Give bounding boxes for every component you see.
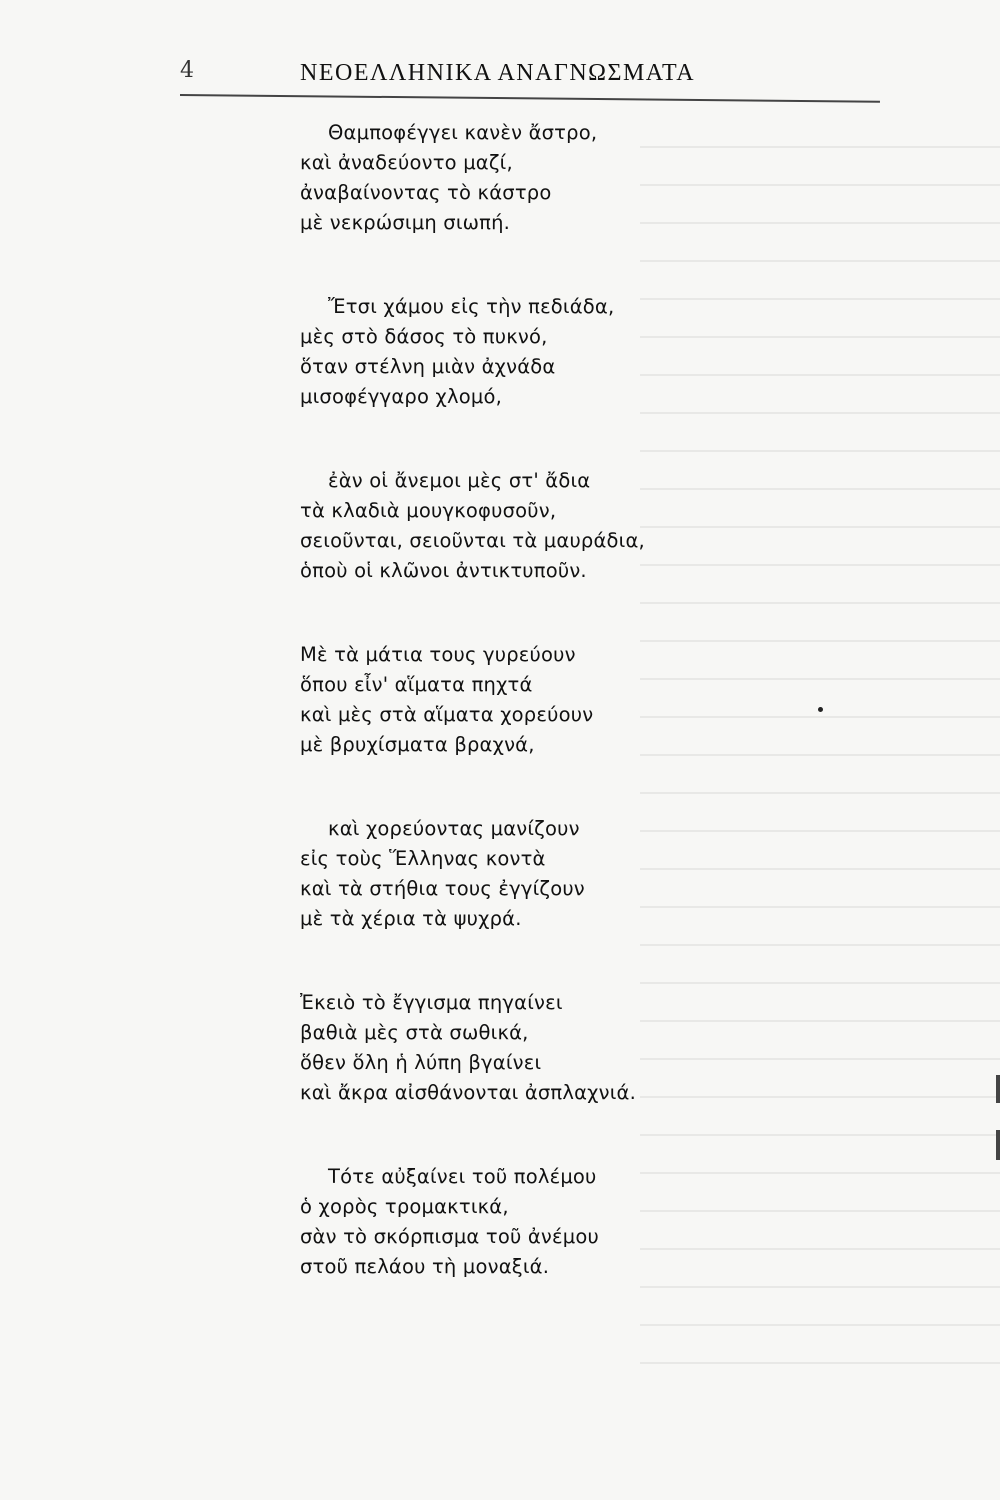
page-number: 4 <box>180 58 194 83</box>
poem-line: ἀναβαίνοντας τὸ κάστρο <box>300 181 552 204</box>
poem-line: ὅπου εἶν' αἵματα πηχτά <box>300 673 533 696</box>
stanza <box>300 640 720 760</box>
stanza <box>300 988 720 1108</box>
poem-line: Ἔτσι χάμου εἰς τὴν πεδιάδα, <box>328 295 615 318</box>
poem-line: καὶ ἄκρα αἰσθάνονται ἀσπλαχνιά. <box>300 1081 636 1104</box>
stanza <box>300 466 720 586</box>
poem-line: ἐὰν οἱ ἄνεμοι μὲς στ' ἄδια <box>328 469 591 492</box>
poem-line: ὅθεν ὅλη ἡ λύπη βγαίνει <box>300 1051 542 1074</box>
poem-line: μισοφέγγαρο χλομό, <box>300 385 503 408</box>
header-rule <box>180 94 880 103</box>
poem-line: καὶ μὲς στὰ αἵματα χορεύουν <box>300 703 594 726</box>
poem-line: σειοῦνται, σειοῦνται τὰ μαυράδια, <box>300 529 645 552</box>
poem-line: μὲ νεκρώσιμη σιωπή. <box>300 211 511 234</box>
poem-line: τὰ κλαδιὰ μουγκοφυσοῦν, <box>300 499 557 522</box>
stanza <box>300 118 720 238</box>
running-title: ΝΕΟΕΛΛΗΝΙΚΑ ΑΝΑΓΝΩΣΜΑΤΑ <box>300 60 696 86</box>
stanza <box>300 1162 720 1282</box>
poem-line: εἰς τοὺς Ἕλληνας κοντὰ <box>300 847 546 870</box>
poem-line: καὶ τὰ στήθια τους ἐγγίζουν <box>300 877 585 900</box>
poem-line: καὶ χορεύοντας μανίζουν <box>328 817 580 840</box>
poem-line: Μὲ τὰ μάτια τους γυρεύουν <box>300 643 576 666</box>
poem-body <box>300 118 720 1336</box>
poem-line: Ἐκειὸ τὸ ἔγγισμα πηγαίνει <box>300 991 563 1014</box>
poem-line: ὅταν στέλνη μιὰν ἀχνάδα <box>300 355 556 378</box>
stanza <box>300 292 720 412</box>
poem-line: μὲς στὸ δάσος τὸ πυκνό, <box>300 325 548 348</box>
poem-line: Τότε αὐξαίνει τοῦ πολέμου <box>328 1165 597 1188</box>
poem-line: ὁ χορὸς τρομακτικά, <box>300 1195 509 1218</box>
poem-line: σὰν τὸ σκόρπισμα τοῦ ἀνέμου <box>300 1225 599 1248</box>
ink-speck <box>818 707 823 712</box>
stanza <box>300 814 720 934</box>
poem-line: στοῦ πελάου τὴ μοναξιά. <box>300 1255 550 1278</box>
page-edge-mark <box>996 1130 1000 1160</box>
poem-line: μὲ βρυχίσματα βραχνά, <box>300 733 535 756</box>
page-edge-mark <box>996 1075 1000 1103</box>
poem-line: μὲ τὰ χέρια τὰ ψυχρά. <box>300 907 522 930</box>
poem-line: καὶ ἀναδεύοντο μαζί, <box>300 151 513 174</box>
poem-line: Θαμποφέγγει κανὲν ἄστρο, <box>328 121 598 144</box>
poem-line: ὁποὺ οἱ κλῶνοι ἀντικτυποῦν. <box>300 559 587 582</box>
page-header <box>180 58 740 94</box>
poem-line: βαθιὰ μὲς στὰ σωθικά, <box>300 1021 529 1044</box>
